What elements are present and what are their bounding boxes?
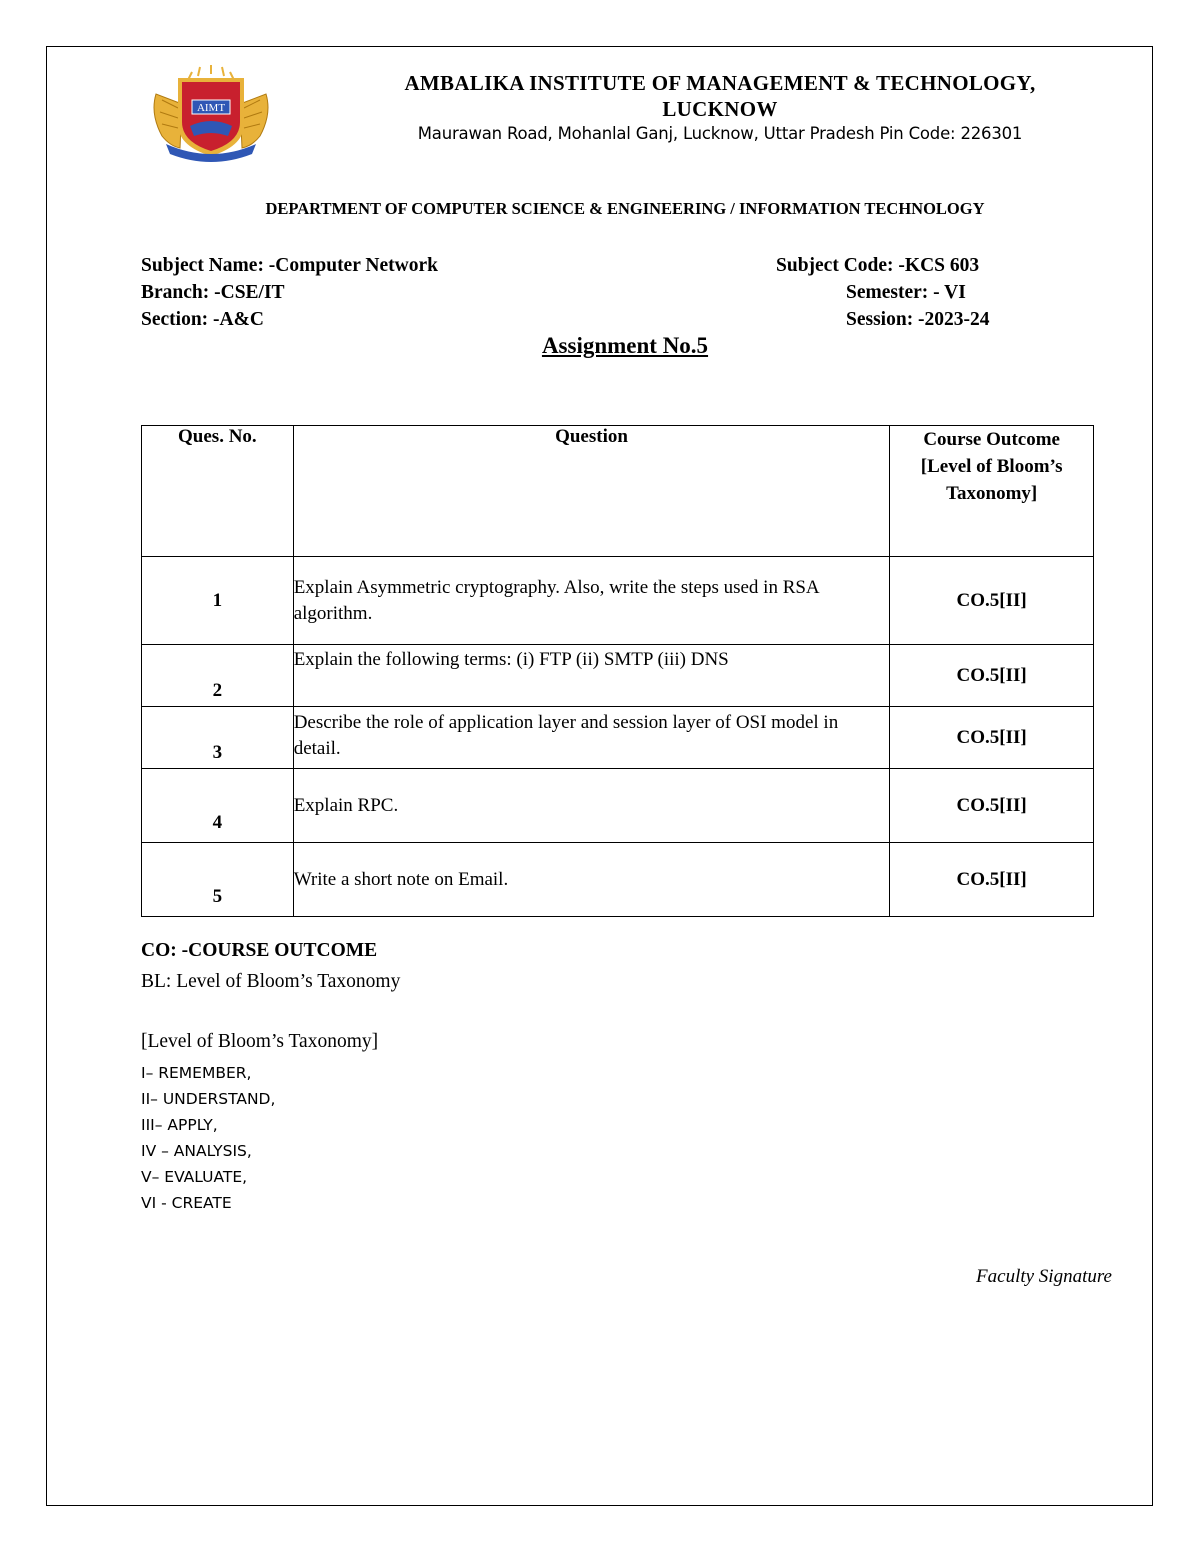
- assignment-title: Assignment No.5: [541, 333, 709, 358]
- question-text: Explain RPC.: [293, 769, 890, 843]
- course-outcome: CO.5[II]: [890, 707, 1094, 769]
- level-item: I– REMEMBER,: [141, 1064, 252, 1082]
- header-co-line2: [Level of Bloom’s: [920, 456, 1063, 477]
- semester: Semester: - VI: [846, 282, 966, 303]
- legend-bloom-title: [Level of Bloom’s Taxonomy]: [141, 1031, 379, 1052]
- table-row: [142, 557, 1094, 645]
- course-outcome: CO.5[II]: [890, 645, 1094, 707]
- questions-table: [141, 425, 1094, 917]
- session: Session: -2023-24: [846, 309, 990, 330]
- info-left-block: [141, 252, 438, 333]
- bloom-levels-list: [141, 1060, 275, 1216]
- level-item: V– EVALUATE,: [141, 1168, 248, 1186]
- subject-name: Subject Name: -Computer Network: [141, 255, 438, 276]
- table-row: [142, 769, 1094, 843]
- table-row: [142, 843, 1094, 917]
- question-number: 5: [142, 843, 294, 917]
- institute-logo: [148, 64, 274, 162]
- header-question: Question: [293, 426, 890, 557]
- faculty-signature: Faculty Signature: [976, 1266, 1112, 1287]
- branch: Branch: -CSE/IT: [141, 282, 285, 303]
- header-co-line1: Course Outcome: [923, 429, 1060, 450]
- table-row: [142, 707, 1094, 769]
- question-number: 1: [142, 557, 294, 645]
- subject-code: Subject Code: -KCS 603: [776, 255, 980, 276]
- level-item: IV – ANALYSIS,: [141, 1142, 252, 1160]
- logo-text: AIMT: [196, 102, 226, 114]
- header-co-line3: Taxonomy]: [946, 483, 1038, 504]
- institute-address: Maurawan Road, Mohanlal Ganj, Lucknow, Uttar Pradesh Pin Code: 226301: [417, 124, 1023, 143]
- header-course-outcome: [890, 426, 1094, 557]
- section: Section: -A&C: [141, 309, 264, 330]
- level-item: III– APPLY,: [141, 1116, 218, 1134]
- question-number: 3: [142, 707, 294, 769]
- course-outcome: CO.5[II]: [890, 557, 1094, 645]
- level-item: VI - CREATE: [141, 1194, 232, 1212]
- question-number: 4: [142, 769, 294, 843]
- question-text: Describe the role of application layer and session layer of OSI model in detail.: [293, 707, 890, 769]
- question-text: Write a short note on Email.: [293, 843, 890, 917]
- info-right-block: [776, 252, 990, 333]
- department-title: DEPARTMENT OF COMPUTER SCIENCE & ENGINEERING / INFORMATION TECHNOLOGY: [265, 199, 985, 218]
- question-number: 2: [142, 645, 294, 707]
- level-item: II– UNDERSTAND,: [141, 1090, 276, 1108]
- course-outcome: CO.5[II]: [890, 843, 1094, 917]
- course-outcome: CO.5[II]: [890, 769, 1094, 843]
- institute-name: [340, 70, 1100, 122]
- question-text: Explain the following terms: (i) FTP (ii) SMTP (iii) DNS: [293, 645, 890, 707]
- legend-bl: BL: Level of Bloom’s Taxonomy: [141, 971, 401, 992]
- table-header-row: [142, 426, 1094, 557]
- question-text: Explain Asymmetric cryptography. Also, write the steps used in RSA algorithm.: [293, 557, 890, 645]
- institute-name-line2: LUCKNOW: [662, 97, 778, 121]
- institute-name-line1: AMBALIKA INSTITUTE OF MANAGEMENT & TECHNOLOGY,: [404, 71, 1036, 95]
- table-row: [142, 645, 1094, 707]
- header-ques-no: Ques. No.: [142, 426, 294, 557]
- legend-co: CO: -COURSE OUTCOME: [141, 940, 378, 961]
